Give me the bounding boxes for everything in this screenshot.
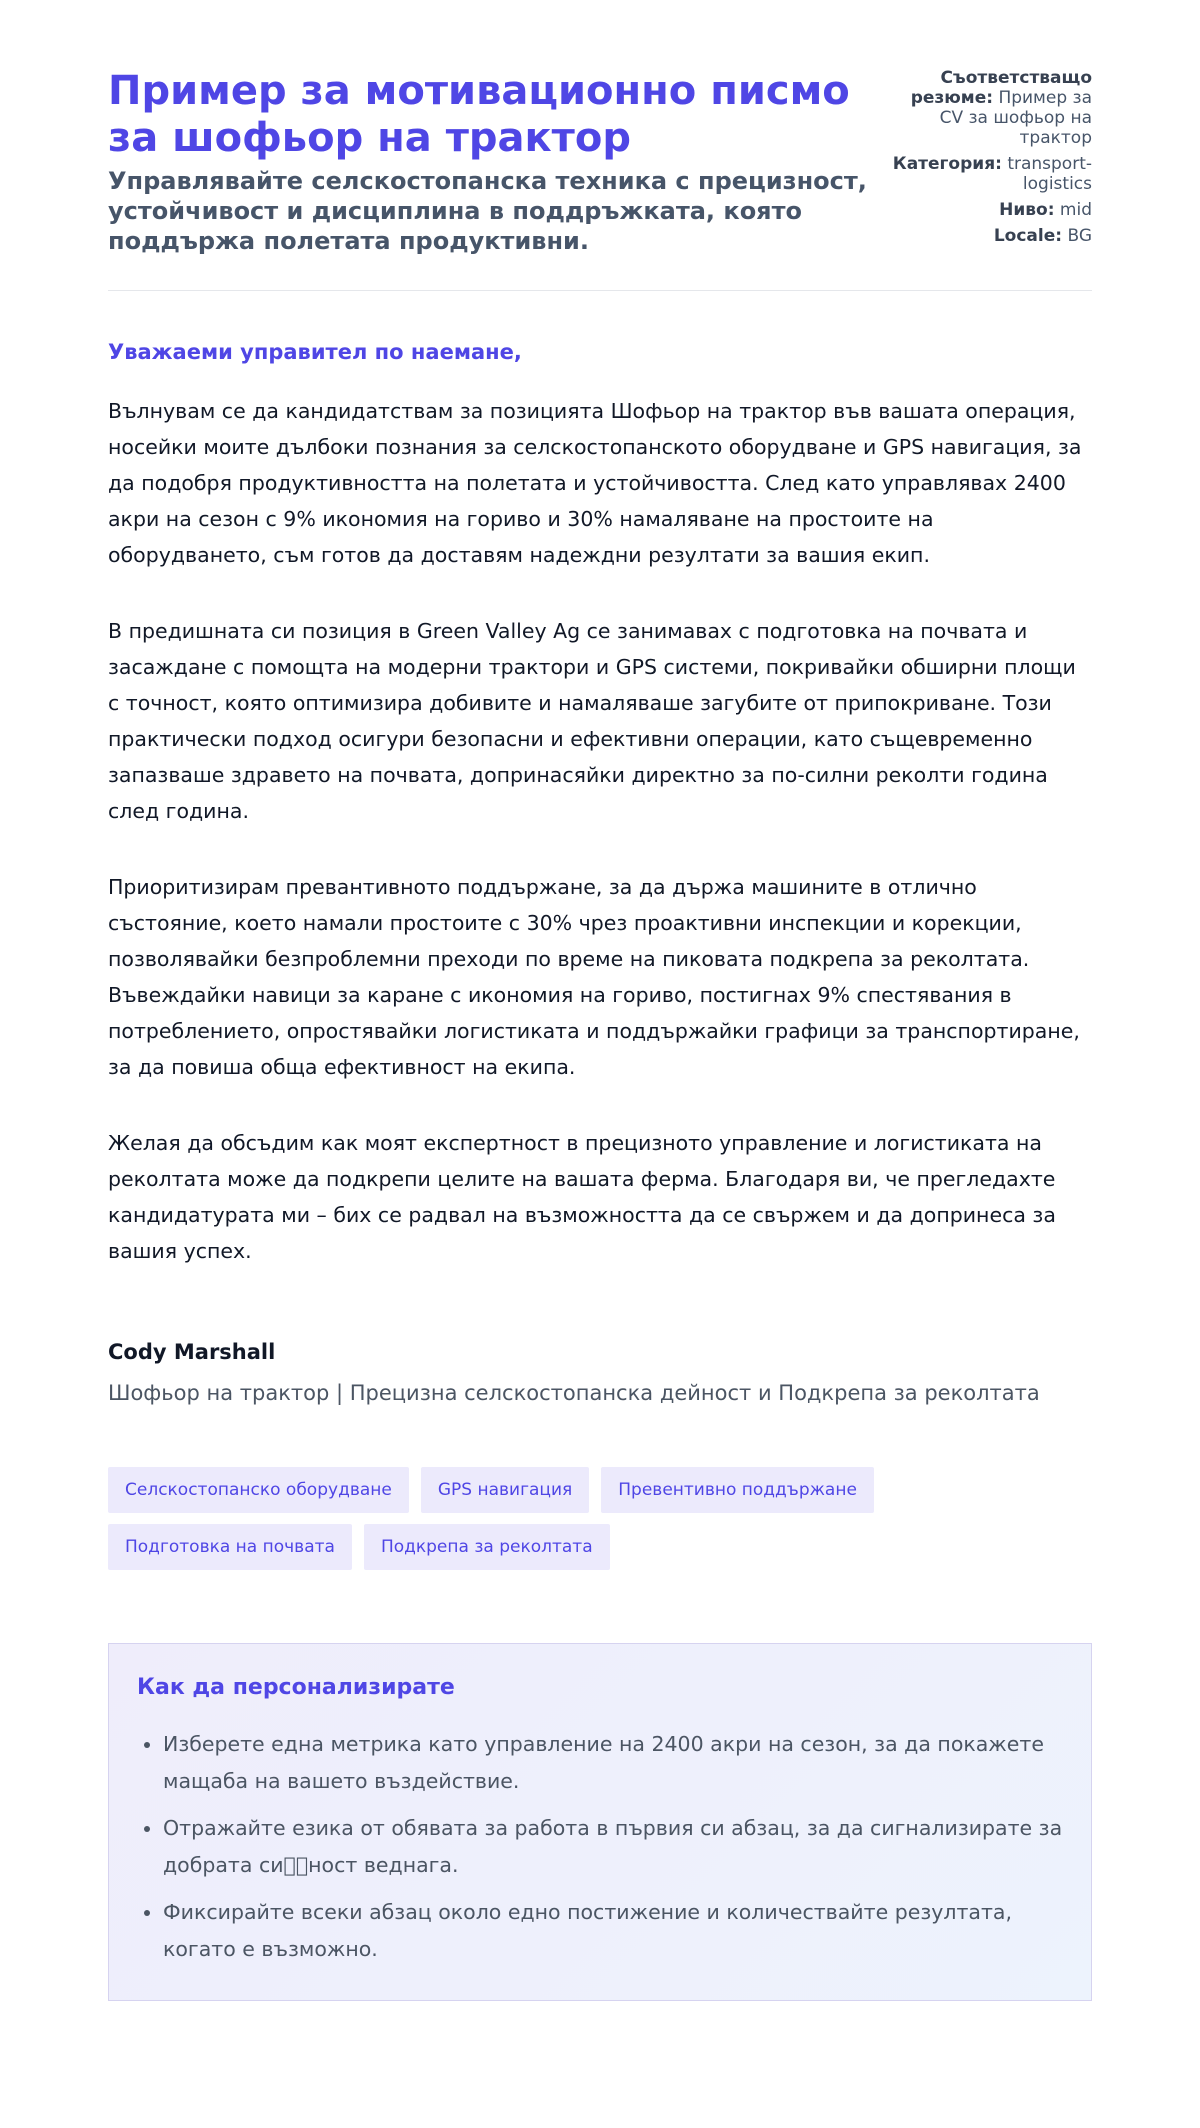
skill-tag[interactable]: Подкрепа за реколтата [364, 1524, 610, 1570]
skill-tag[interactable]: Подготовка на почвата [108, 1524, 352, 1570]
meta-level-key: Ниво: [999, 200, 1055, 220]
skill-tags [108, 1467, 1092, 1570]
tip-item: • Отражайте езика от обявата за работа в първия си абзац, за да сигнализирате за добрата си  ност веднага. [163, 1810, 1063, 1884]
skill-tag[interactable]: GPS навигация [421, 1467, 589, 1513]
meta-level-value: mid [1059, 200, 1092, 220]
meta-resume-key: Съответстващо резюме: [910, 68, 1092, 108]
letter-paragraph: Вълнувам се да кандидатствам за позицията Шофьор на трактор във вашата операция, носейки моите дълбоки познания за селскостопанското оборудване и GPS навигация, за да подобря продуктивността на полетата и устойчивостта. След като управлявах 2400 акри на сезон с 9% икономия на гориво и 30% намаляване на простоите на оборудването, съм готов да доставям надеждни резултати за вашия екип. [108, 399, 1082, 567]
header-titles [108, 68, 868, 256]
skill-tag[interactable]: Превентивно поддържане [601, 1467, 874, 1513]
page-header [108, 0, 1092, 256]
tips-list [137, 1726, 1063, 1968]
tip-item: • Фиксирайте всеки абзац около едно постижение и количествайте резултата, когато е възможно. [163, 1894, 1063, 1968]
personalize-tips-box [108, 1643, 1092, 2001]
meta-locale [882, 226, 1092, 246]
signature-role: Шофьор на трактор | Прецизна селскостопанска дейност и Подкрепа за реколтата [108, 1381, 1040, 1405]
letter-paragraph: В предишната си позиция в Green Valley Ag се занимавах с подготовка на почвата и засаждане с помощта на модерни трактори и GPS системи, покривайки обширни площи с точност, която оптимизира добивите и намаляваше загубите от припокриване. Този практически подход осигури безопасни и ефективни операции, като същевременно запазваше здравето на почвата, допринасяйки директно за по-силни реколти година след година. [108, 619, 1076, 823]
letter-paragraph: Желая да обсъдим как моят експертност в прецизното управление и логистиката на реколтата може да подкрепи целите на вашата ферма. Благодаря ви, че прегледахте кандидатурата ми – бих се радвал на възможността да се свържем и да допринеса за вашия успех. [108, 1131, 1056, 1263]
meta-locale-key: Locale: [993, 226, 1063, 246]
meta-locale-value: BG [1067, 226, 1092, 246]
page-title: Пример за мотивационно писмо за шофьор на трактор [108, 68, 850, 161]
meta-resume-link[interactable]: Пример за CV за шофьор на трактор [939, 88, 1092, 148]
tips-title: Как да персонализирате [137, 1675, 455, 1700]
tip-item: • Изберете една метрика като управление на 2400 акри на сезон, за да покажете мащаба на вашето въздействие. [163, 1726, 1063, 1800]
page-subtitle: Управлявайте селскостопанска техника с прецизност, устойчивост и дисциплина в поддръжката, която поддържа полетата продуктивни. [108, 167, 867, 255]
meta-level [882, 200, 1092, 220]
letter-greeting: Уважаеми управител по наемане, [108, 340, 522, 364]
meta-category-value: transport-logistics [1007, 154, 1092, 194]
meta-resume [882, 68, 1092, 148]
letter-paragraph: Приоритизирам превантивното поддържане, за да държа машините в отлично състояние, което намали простоите с 30% чрез проактивни инспекции и корекции, позволявайки безпроблемни преходи по време на пиковата подкрепа за реколтата. Въвеждайки навици за каране с икономия на гориво, постигнах 9% спестявания в потреблението, опростявайки логистиката и поддържайки графици за транспортиране, за да повиша обща ефективност на екипа. [108, 875, 1080, 1079]
meta-panel [882, 68, 1092, 252]
meta-category-key: Категория: [892, 154, 1002, 174]
skill-tag[interactable]: Селскостопанско оборудване [108, 1467, 409, 1513]
signature-name: Cody Marshall [108, 1340, 276, 1364]
meta-category [882, 154, 1092, 194]
header-divider [108, 290, 1092, 291]
